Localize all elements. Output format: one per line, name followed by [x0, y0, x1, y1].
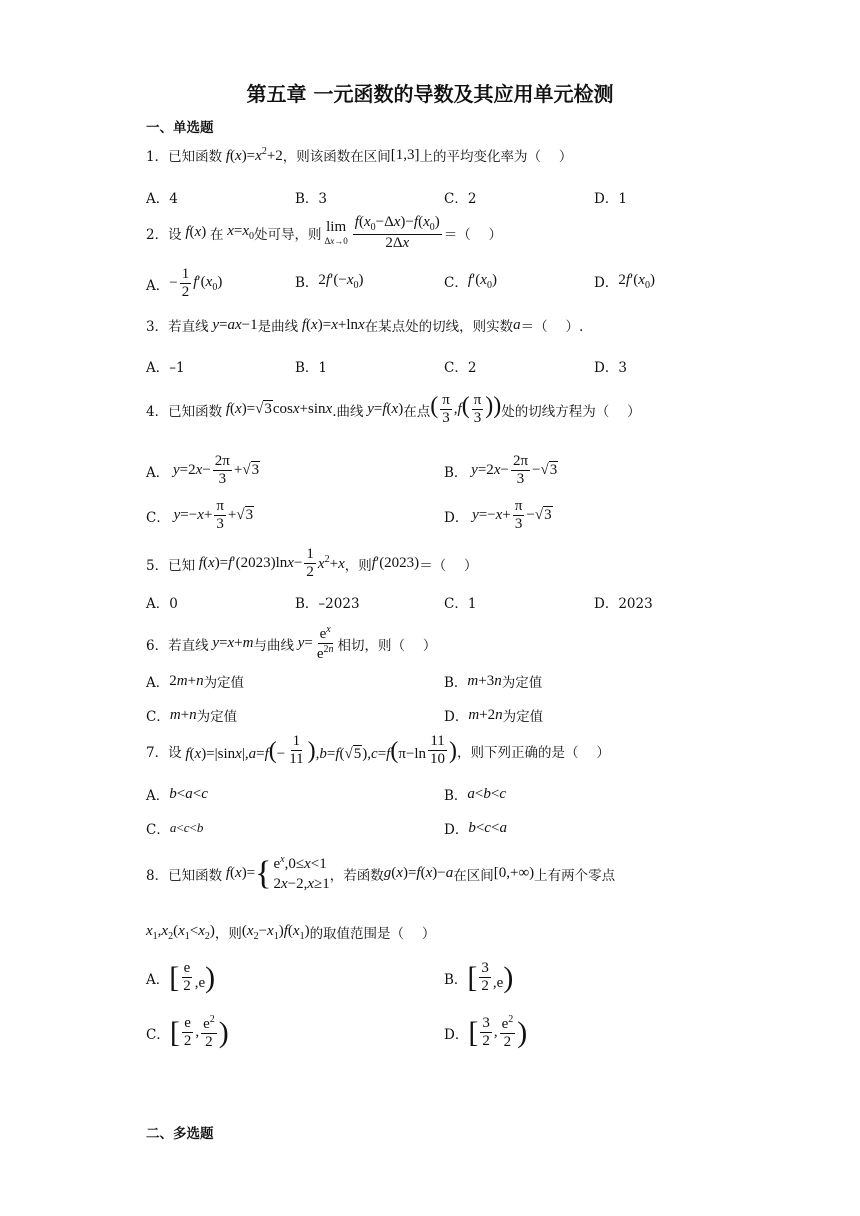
- q1-option-b: B．3: [295, 191, 328, 207]
- question-3: 3． 若直线 y=ax−1 是曲线 f(x)=x+lnx 在某点处的切线，则实数 a ＝（ ）.: [146, 316, 584, 335]
- q2-option-b: B． $2f'(-x_0)$: [295, 271, 364, 291]
- q4-option-c: C． y=−x+ $\frac{\pi}{3}$ +√3: [146, 498, 254, 533]
- q7-option-a: A． b<a<c: [146, 785, 208, 804]
- q6-option-b: B． m+3n 为定值: [444, 672, 543, 691]
- question-1: 1． 已知函数 $f(x)=x^2+2$ ，则该函数在区间 [1,3] 上的平均变化率为（ ）: [146, 145, 573, 165]
- q3-option-c: C．2: [444, 360, 477, 376]
- q2-option-d: D． $2f'(x_0)$: [594, 271, 655, 291]
- q1-formula: $f(x)=x^2+2$: [225, 145, 283, 164]
- q4-option-b: B． y=2x− $\frac{2\pi}{3}$ −√3: [444, 453, 558, 488]
- q1-option-a: A．4: [146, 191, 178, 207]
- page-title: 第五章 一元函数的导数及其应用单元检测: [246, 82, 614, 106]
- q6-option-c: C． m+n 为定值: [146, 706, 238, 725]
- q6-option-a: A． 2m+n 为定值: [146, 672, 245, 691]
- q2-option-a: A． − $\frac{1}{2}$ $f'(x_0)$: [146, 266, 223, 301]
- q4-option-a: A． y=2x− $\frac{2\pi}{3}$ +√3: [146, 453, 260, 488]
- q3-option-d: D．3: [594, 360, 627, 376]
- q6-option-d: D． m+2n 为定值: [444, 706, 544, 725]
- q7-option-b: B． a<b<c: [444, 785, 507, 804]
- q1-option-d: D．1: [594, 191, 627, 207]
- q5-option-b: B．–2023: [295, 596, 360, 612]
- q8-option-b: B． [ $\frac{3}{2}$ ,e): [444, 960, 514, 995]
- q5-option-d: D．2023: [594, 596, 653, 612]
- section-single-choice: 一、单选题: [146, 120, 214, 136]
- q5-option-c: C．1: [444, 596, 477, 612]
- q8-option-c: C． [ $\frac{e}{2}$ , $\frac{e^2}{2}$ ): [146, 1014, 229, 1051]
- question-8-line-2: $x_1,x_2(x_1<x_2)$ ，则 $(x_2-x_1)f(x_1)$ 的取值范围是（ ）: [146, 922, 436, 942]
- q1-option-c: C．2: [444, 191, 477, 207]
- q3-option-b: B．1: [295, 360, 328, 376]
- q4-option-d: D． y=−x+ $\frac{\pi}{3}$ −√3: [444, 498, 552, 533]
- question-4: 4． 已知函数 f(x)=√3cosx+sinx .曲线 y=f(x) 在点 ( $\frac{\pi}{3}$ ,f( $\frac{\pi}{3}$ )) 处的切线方程为（ ）: [146, 392, 641, 427]
- section-multiple-choice: 二、多选题: [146, 1126, 214, 1142]
- q3-option-a: A．–1: [146, 360, 185, 376]
- q7-option-d: D． b<c<a: [444, 819, 507, 838]
- question-5: 5． 已知 f(x)=f′(2023)lnx− $\frac{1}{2}$ $x^2+x$ ，则 f′(2023) ＝（ ）: [146, 546, 478, 581]
- question-6: 6． 若直线 y=x+m 与曲线 y= $\frac{e^x}{e^{2n}}$ 相切，则（ ）: [146, 624, 437, 663]
- question-7: 7． 设 f(x)=|sinx|,a=f(− $\frac{1}{11}$ ),b=f(√5),c=f(π−ln $\frac{11}{10}$ ) ，则下列正确的是（ ）: [146, 733, 610, 768]
- q5-option-a: A．0: [146, 596, 178, 612]
- q8-option-d: D． [ $\frac{3}{2}$ , $\frac{e^2}{2}$ ): [444, 1014, 528, 1051]
- q8-option-a: A． [ $\frac{e}{2}$ ,e): [146, 960, 216, 995]
- question-2: 2． 设 f(x) 在 $x=x_0$ 处可导，则 lim Δx→0 $\frac{f(x_0-\Delta x)-f(x_0)}{2\Delta x}$ ＝（ ）: [146, 214, 503, 251]
- q2-option-c: C． $f'(x_0)$: [444, 271, 497, 291]
- question-8: 8． 已知函数 f ( x )= { $e^x,0\le x<1$ 2x−2,x≥1 ，若函数 g(x)=f(x)−a 在区间 [0,+∞) 上有两个零点: [146, 854, 616, 893]
- q7-option-c: C． a<c<b: [146, 820, 204, 838]
